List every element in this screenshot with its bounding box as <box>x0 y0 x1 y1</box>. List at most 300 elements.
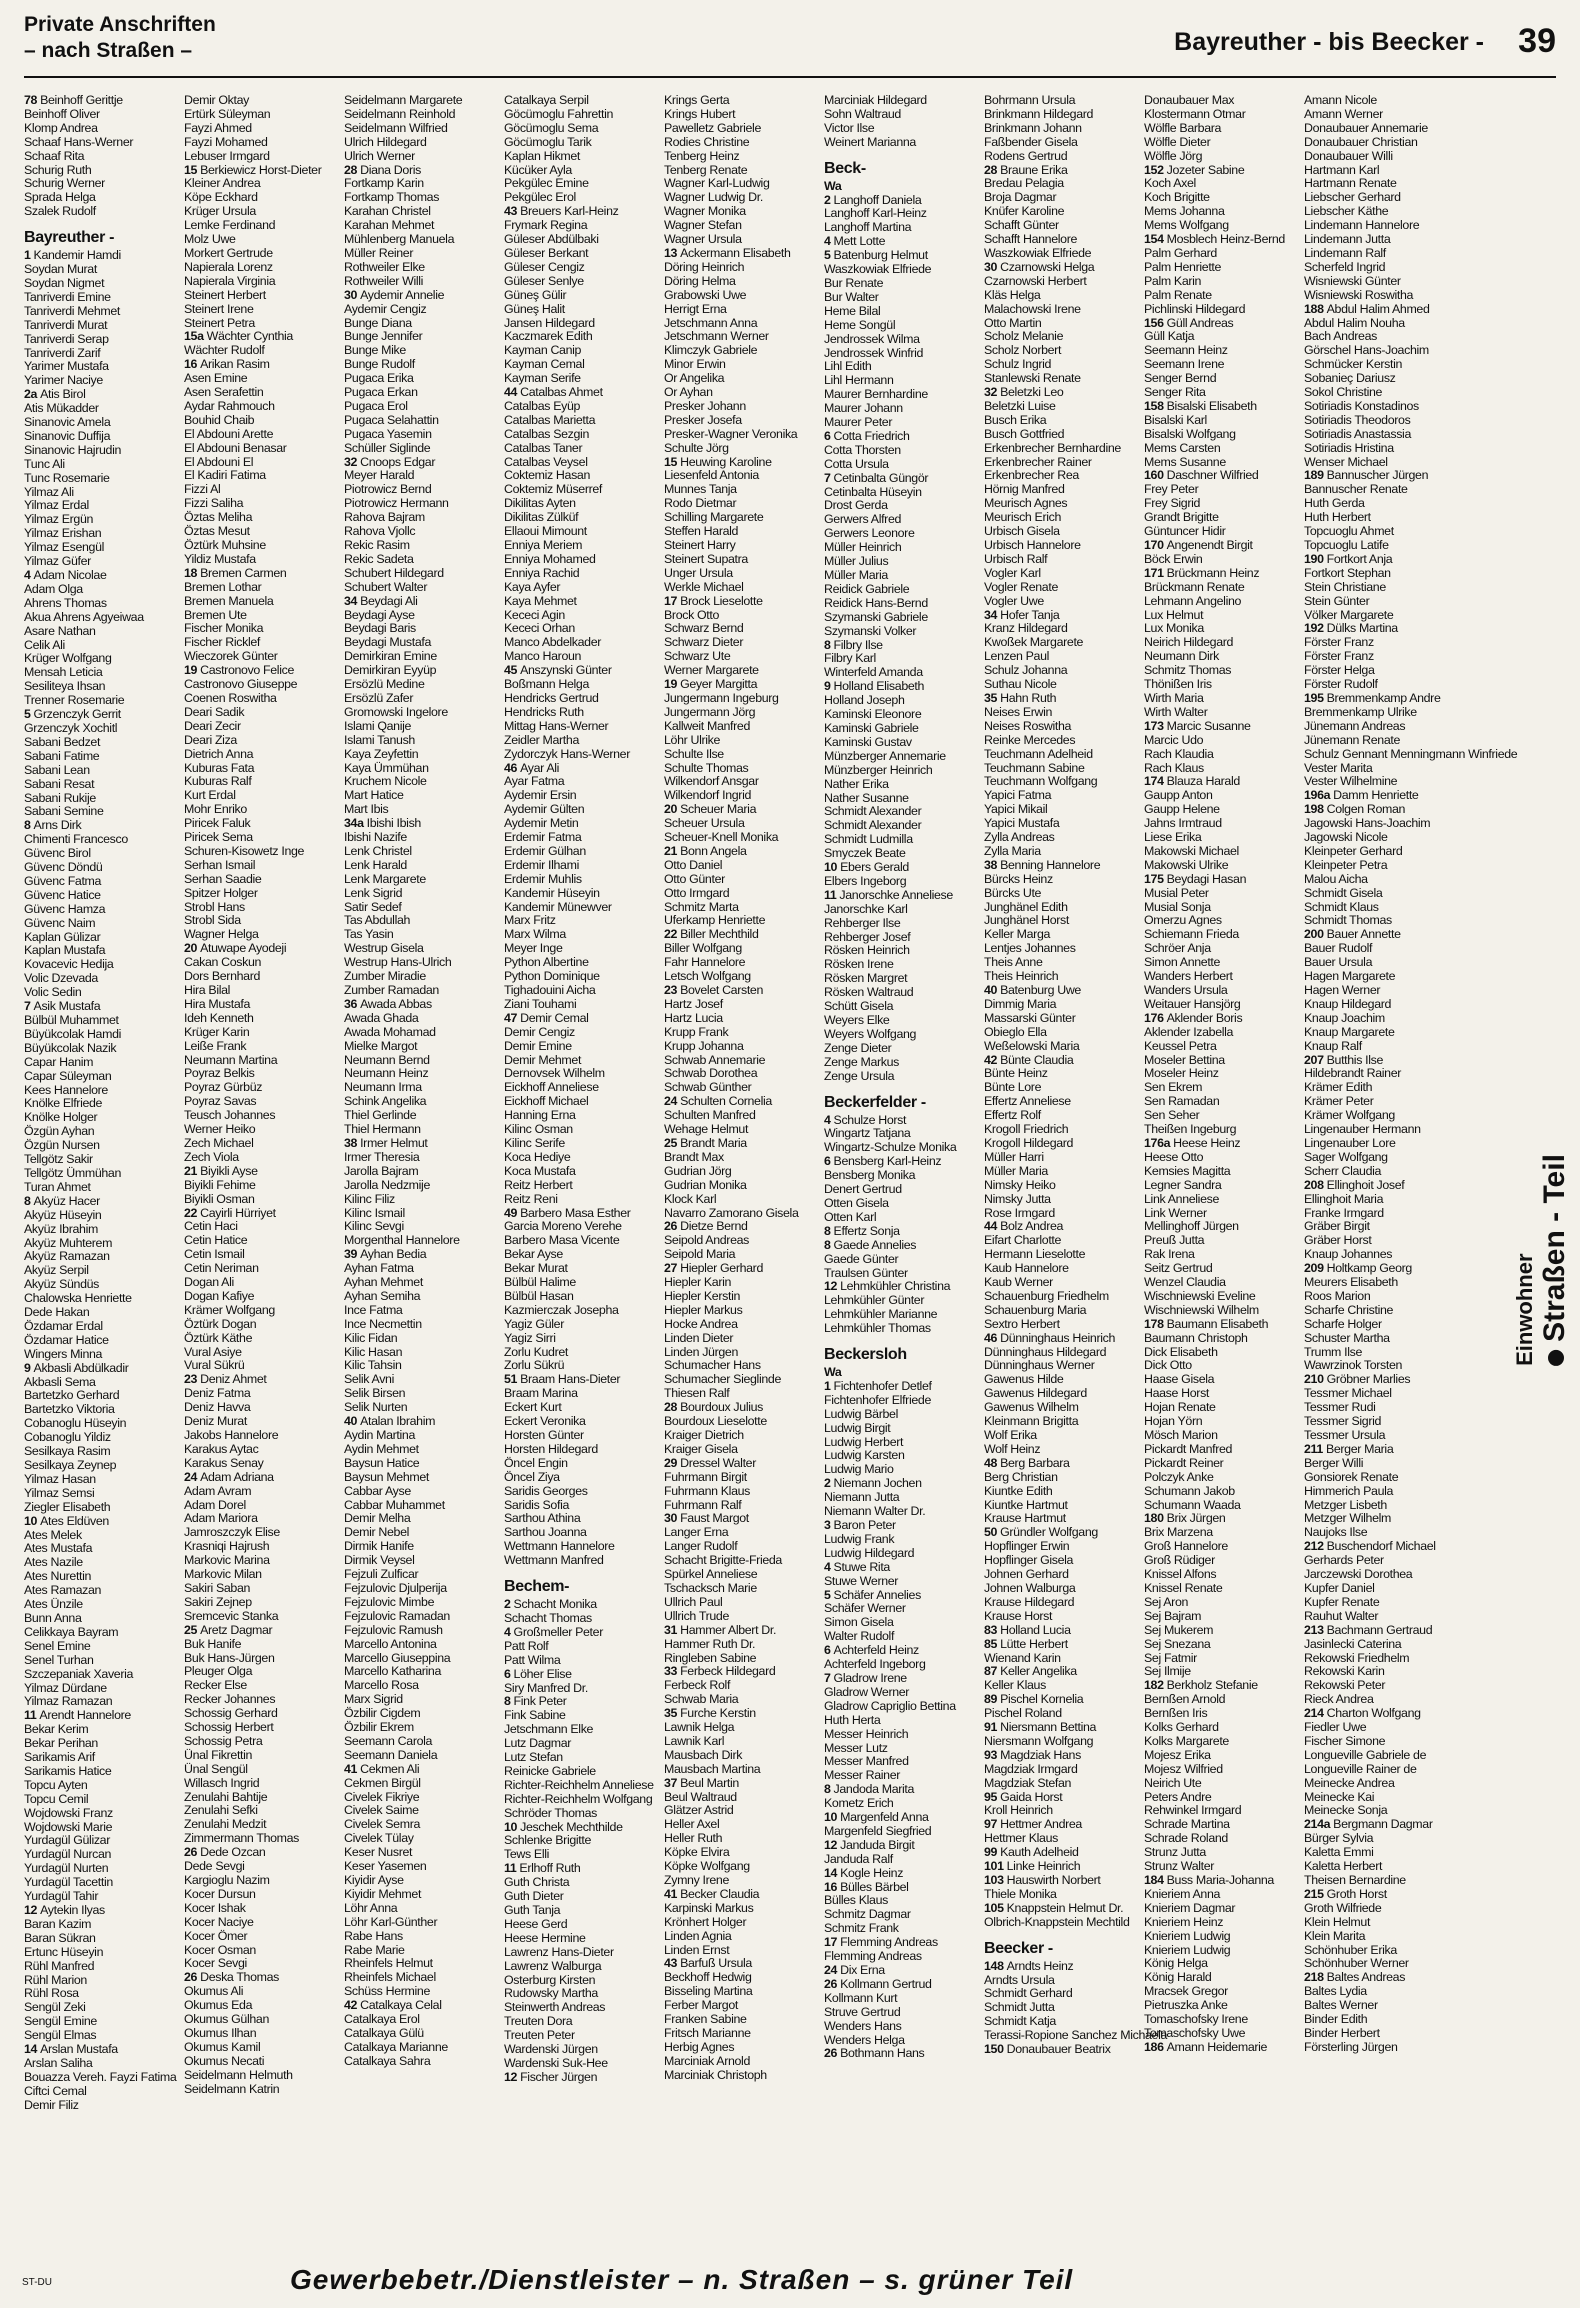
directory-entry: Schmitz Dagmar <box>824 1907 911 1922</box>
directory-entry: Ayhan Semiha <box>344 1288 421 1303</box>
directory-entry: Güleser Cengiz <box>504 259 585 274</box>
directory-entry: Güll Katja <box>1144 329 1195 344</box>
directory-entry: Ulrich Werner <box>344 148 415 163</box>
house-number: 5 <box>824 1587 831 1602</box>
house-number: 103 <box>984 1873 1004 1887</box>
directory-entry: Szymanski Gabriele <box>824 609 928 624</box>
directory-entry: Otto Daniel <box>664 857 723 872</box>
directory-entry: Grabowski Uwe <box>664 287 747 302</box>
directory-entry: Sengül Elmas <box>24 2028 97 2043</box>
directory-entry: Pleuger Olga <box>184 1664 253 1679</box>
directory-entry: Kazmierczak Josepha <box>504 1302 619 1317</box>
directory-entry: Adam Olga <box>24 581 83 596</box>
directory-entry: 5 Batenburg Helmut <box>824 248 928 263</box>
directory-entry: Bur Renate <box>824 275 884 290</box>
directory-entry: 212 Buschendorf Michael <box>1304 1539 1436 1554</box>
house-number: 154 <box>1144 232 1164 247</box>
directory-entry: Wenders Helga <box>824 2032 905 2047</box>
directory-entry: Schuster Martha <box>1304 1330 1390 1345</box>
directory-entry: Selik Avni <box>344 1372 394 1387</box>
directory-entry: Schmücker Kerstin <box>1304 357 1403 372</box>
directory-entry: Schröder Thomas <box>504 1805 598 1820</box>
directory-entry: Longueville Gabriele de <box>1304 1747 1427 1762</box>
directory-entry: Kurt Erdal <box>184 788 236 803</box>
house-number: 43 <box>504 204 518 219</box>
directory-entry: Recker Johannes <box>184 1692 276 1707</box>
directory-entry: Messer Rainer <box>824 1768 901 1783</box>
directory-entry: Liebscher Käthe <box>1304 204 1389 219</box>
house-number: 26 <box>184 1845 198 1860</box>
directory-entry: Mensah Leticia <box>24 665 103 680</box>
house-number: 15 <box>184 162 198 177</box>
directory-entry: Wisniewski Günter <box>1304 273 1401 288</box>
house-number: 4 <box>824 1559 831 1574</box>
directory-entry: Ludwig Karsten <box>824 1448 905 1463</box>
directory-entry: Gudrian Monika <box>664 1177 747 1192</box>
directory-entry: 78 Beinhoff Gerittje <box>24 93 123 107</box>
directory-entry: Otto Günter <box>664 871 725 886</box>
directory-entry: Serhan Saadie <box>184 871 262 886</box>
directory-entry: Mart Hatice <box>344 788 404 803</box>
directory-entry: Bernßen Iris <box>1144 1706 1208 1721</box>
directory-entry: Reidick Hans-Bernd <box>824 595 928 610</box>
directory-entry: El Abdouni El <box>184 454 254 469</box>
directory-entry: Pietruszka Anke <box>1144 1998 1228 2013</box>
house-number: 33 <box>664 1664 678 1679</box>
directory-entry: Dernovsek Wilhelm <box>504 1066 605 1081</box>
directory-entry: Margenfeld Siegfried <box>824 1823 932 1838</box>
directory-entry: Sextro Herbert <box>984 1316 1060 1331</box>
directory-entry: Kaminski Gustav <box>824 734 912 749</box>
directory-entry: Kolks Gerhard <box>1144 1720 1219 1735</box>
directory-entry: Wölfle Jörg <box>1144 148 1203 163</box>
directory-entry: Poyraz Gürbüz <box>184 1080 263 1095</box>
directory-entry: Langer Rudolf <box>664 1539 738 1554</box>
directory-entry: Wagner Ursula <box>664 232 742 247</box>
directory-entry: Seidelmann Wilfried <box>344 120 448 135</box>
directory-entry: 19 Geyer Margitta <box>664 677 758 692</box>
directory-entry: Kemsies Magitta <box>1144 1163 1231 1178</box>
directory-entry: Münzberger Annemarie <box>824 748 946 763</box>
directory-entry: Grandt Brigitte <box>1144 510 1219 525</box>
directory-entry: Steinert Herbert <box>184 287 266 302</box>
directory-entry: Wanders Herbert <box>1144 969 1233 984</box>
directory-entry: Lihl Edith <box>824 359 872 374</box>
directory-entry: Richter-Reichhelm Anneliese <box>504 1777 654 1792</box>
directory-entry: Richter-Reichhelm Wolfgang <box>504 1791 653 1806</box>
directory-entry: 105 Knappstein Helmut Dr. <box>984 1900 1124 1915</box>
directory-entry: Rodies Christine <box>664 134 750 149</box>
directory-entry: Treuten Peter <box>504 2028 575 2043</box>
directory-entry: Münzberger Heinrich <box>824 762 933 777</box>
directory-entry: 29 Dressel Walter <box>664 1455 756 1470</box>
directory-entry: Kometz Erich <box>824 1796 894 1811</box>
house-number: 34a <box>344 816 364 831</box>
directory-entry: Bisalski Wolfgang <box>1144 426 1236 441</box>
house-number: 45 <box>504 663 518 678</box>
directory-entry: Löhr Karl-Günther <box>344 1914 438 1929</box>
directory-entry: Strunz Walter <box>1144 1859 1215 1874</box>
directory-entry: Ates Ünzile <box>24 1597 83 1612</box>
directory-entry: Krings Hubert <box>664 106 736 121</box>
directory-entry: Kilic Hasan <box>344 1344 403 1359</box>
directory-entry: Huth Herta <box>824 1712 881 1727</box>
house-number: 25 <box>664 1135 678 1150</box>
directory-entry: 15 Heuwing Karoline <box>664 454 772 469</box>
directory-entry: Rehberger Josef <box>824 929 911 944</box>
directory-entry: Willasch Ingrid <box>184 1775 260 1790</box>
directory-entry: Victor Ilse <box>824 120 875 135</box>
directory-entry: Link Werner <box>1144 1205 1207 1220</box>
directory-entry: Lingenauber Lore <box>1304 1135 1396 1150</box>
directory-entry: Tschacksch Marie <box>664 1580 757 1595</box>
house-number: 37 <box>664 1775 678 1790</box>
directory-column <box>344 94 510 2244</box>
directory-entry: Steffen Harald <box>664 524 739 539</box>
directory-entry: 19 Castronovo Felice <box>184 663 295 678</box>
house-number: 24 <box>824 1963 838 1977</box>
directory-entry: Mems Johanna <box>1144 204 1225 219</box>
directory-entry: Yilmaz Erdal <box>24 498 89 513</box>
directory-entry: Hiepler Karin <box>664 1275 732 1290</box>
directory-entry: Osterburg Kirsten <box>504 1972 596 1987</box>
directory-entry: Sakiri Zejnep <box>184 1594 252 1609</box>
directory-entry: Aydin Mehmet <box>344 1441 419 1456</box>
directory-entry: Rühl Marion <box>24 1972 87 1987</box>
directory-entry: Akbasli Sema <box>24 1374 96 1389</box>
directory-entry: Döring Heinrich <box>664 259 745 274</box>
directory-entry: Aydemir Metin <box>504 816 579 831</box>
directory-entry: Elbers Ingeborg <box>824 873 907 888</box>
directory-entry: Abdul Halim Nouha <box>1304 315 1405 330</box>
directory-entry: 176 Aklender Boris <box>1144 1010 1243 1025</box>
directory-entry: Scheuer Ursula <box>664 816 745 831</box>
directory-entry: Sabani Resat <box>24 776 95 791</box>
directory-entry: Ludwig Hildegard <box>824 1545 915 1560</box>
directory-entry: Kilinc Osman <box>504 1122 573 1137</box>
house-number: 87 <box>984 1664 998 1679</box>
directory-entry: Franke Irmgard <box>1304 1205 1384 1220</box>
directory-entry: Schmitz Thomas <box>1144 663 1232 678</box>
directory-entry: 4 Großmeller Peter <box>504 1624 603 1639</box>
directory-entry: Sengül Emine <box>24 2014 97 2029</box>
directory-entry: Piotrowicz Hermann <box>344 496 449 511</box>
directory-entry: Jansen Hildegard <box>504 315 595 330</box>
directory-entry: Neumann Heinz <box>344 1066 429 1081</box>
directory-entry: Seemann Irene <box>1144 357 1225 372</box>
directory-entry: Szczepaniak Xaveria <box>24 1666 134 1681</box>
directory-entry: Sarikamis Arif <box>24 1750 95 1765</box>
directory-entry: Civelek Tülay <box>344 1831 414 1846</box>
directory-entry: 20 Scheuer Maria <box>664 802 757 817</box>
house-number: 16 <box>824 1879 838 1894</box>
house-number: 17 <box>664 593 678 608</box>
directory-entry: Sej Ilmije <box>1144 1664 1191 1679</box>
directory-entry: 35 Hahn Ruth <box>984 690 1057 705</box>
directory-entry: Wienand Karin <box>984 1650 1061 1665</box>
directory-entry: Gawenus Wilhelm <box>984 1400 1079 1415</box>
directory-entry: Preuß Jutta <box>1144 1233 1205 1248</box>
directory-entry: Hanning Erna <box>504 1108 576 1123</box>
directory-entry: Knieriem Ludwig <box>1144 1928 1231 1943</box>
directory-entry: Eckert Veronika <box>504 1414 586 1429</box>
directory-entry: Bunge Jennifer <box>344 329 423 344</box>
directory-entry: Otto Irmgard <box>664 885 730 900</box>
directory-entry: Lemke Ferdinand <box>184 218 276 233</box>
house-number: 28 <box>664 1400 678 1415</box>
directory-entry: Fortkamp Karin <box>344 176 424 191</box>
directory-entry: Dede Hakan <box>24 1305 90 1320</box>
directory-entry: Öncel Engin <box>504 1455 568 1470</box>
directory-entry: Rothweiler Willi <box>344 273 424 288</box>
directory-entry: Rekowski Karin <box>1304 1664 1385 1679</box>
directory-entry: Dogan Kafiye <box>184 1288 255 1303</box>
directory-entry: 32 Beletzki Leo <box>984 385 1064 400</box>
directory-entry: Jünemann Renate <box>1304 732 1401 747</box>
directory-entry: Cetin Ismail <box>184 1247 245 1262</box>
directory-entry: Sabani Bedzet <box>24 734 101 749</box>
directory-entry: Python Dominique <box>504 969 600 984</box>
directory-entry: Catalkaya Sahra <box>344 2053 431 2068</box>
directory-entry: 8 Fink Peter <box>504 1694 567 1709</box>
house-number: 1 <box>824 1378 831 1393</box>
directory-entry: Nimsky Heiko <box>984 1177 1056 1192</box>
house-number: 41 <box>344 1761 358 1776</box>
directory-entry: Ayhan Mehmet <box>344 1275 423 1290</box>
directory-entry: Schüller Siglinde <box>344 440 431 455</box>
directory-entry: Schröer Anja <box>1144 941 1211 956</box>
directory-entry: Link Anneliese <box>1144 1191 1220 1206</box>
directory-entry: Brinkmann Hildegard <box>984 106 1094 121</box>
directory-entry: Okumus Necati <box>184 2053 265 2068</box>
directory-entry: 6 Cotta Friedrich <box>824 428 910 443</box>
directory-entry: 97 Hettmer Andrea <box>984 1817 1082 1832</box>
directory-entry: Groß Hannelore <box>1144 1539 1228 1554</box>
directory-entry: Okumus Gülhan <box>184 2012 269 2027</box>
directory-entry: Napierala Virginia <box>184 273 276 288</box>
directory-entry: Schwab Annemarie <box>664 1052 766 1067</box>
directory-entry: Erdemir Gülhan <box>504 843 586 858</box>
directory-entry: Kiuntke Edith <box>984 1483 1053 1498</box>
directory-entry: Vester Marita <box>1304 760 1373 775</box>
directory-entry: Heese Gerd <box>504 1916 568 1931</box>
directory-entry: Guth Tanja <box>504 1903 561 1917</box>
directory-entry: Chalowska Henriette <box>24 1291 132 1306</box>
directory-entry: Niemann Walter Dr. <box>824 1504 926 1519</box>
directory-entry: Seipold Maria <box>664 1247 736 1262</box>
directory-column <box>504 94 670 2244</box>
directory-entry: Wardenski Jürgen <box>504 2042 598 2057</box>
directory-entry: Güvenc Döndü <box>24 860 103 875</box>
directory-entry: Reidick Gabriele <box>824 581 910 596</box>
directory-entry: Schrade Roland <box>1144 1831 1228 1846</box>
directory-entry: 8 Filbry Ilse <box>824 637 883 652</box>
directory-entry: Schwab Maria <box>664 1692 739 1707</box>
directory-entry: Knieriem Dagmar <box>1144 1900 1236 1915</box>
directory-entry: Rach Klaudia <box>1144 746 1214 761</box>
directory-entry: Zumber Ramadan <box>344 983 439 997</box>
directory-entry: 6 Bensberg Karl-Heinz <box>824 1154 942 1169</box>
directory-entry: Jasinlecki Caterina <box>1304 1636 1402 1651</box>
directory-entry: Steinert Irene <box>184 301 254 316</box>
directory-entry: Makowski Ulrike <box>1144 857 1229 872</box>
directory-entry: Güvenc Fatma <box>24 873 102 888</box>
directory-entry: Zylla Andreas <box>984 830 1055 845</box>
directory-entry: Hendricks Ruth <box>504 704 584 719</box>
directory-entry: Zorlu Kudret <box>504 1344 568 1359</box>
directory-entry: 26 Dietze Bernd <box>664 1219 748 1234</box>
directory-entry: Knaup Joachim <box>1304 1010 1385 1025</box>
directory-entry: Bürcks Ute <box>984 885 1042 900</box>
directory-entry: Recker Else <box>184 1678 247 1693</box>
house-number: 42 <box>984 1052 998 1067</box>
directory-entry: Beydagi Mustafa <box>344 635 432 650</box>
directory-entry: Broja Dagmar <box>984 190 1057 205</box>
directory-entry: 44 Catalbas Ahmet <box>504 385 603 400</box>
directory-entry: Grzenczyk Xochitl <box>24 720 118 735</box>
street-heading: Beckerfelder - <box>824 1093 926 1111</box>
directory-entry: Gerhards Peter <box>1304 1553 1384 1568</box>
directory-entry: 10 Jeschek Mechthilde <box>504 1819 623 1834</box>
house-number: 208 <box>1304 1177 1324 1192</box>
directory-entry: Piotrowicz Bernd <box>344 482 432 497</box>
directory-entry: Lehmkühler Günter <box>824 1293 925 1308</box>
directory-entry: Dirmik Veysel <box>344 1553 415 1568</box>
directory-entry: Cotta Ursula <box>824 456 889 471</box>
directory-entry: Jarolla Nedzmije <box>344 1177 430 1192</box>
header-divider <box>24 76 1556 78</box>
directory-entry: Kaya Mehmet <box>504 593 577 608</box>
directory-entry: Horsten Günter <box>504 1428 584 1442</box>
directory-entry: Baysun Hatice <box>344 1455 420 1470</box>
directory-entry: Schurig Ruth <box>24 162 92 177</box>
directory-entry: Tessmer Ursula <box>1304 1428 1386 1442</box>
directory-entry: Schmitz Marta <box>664 899 739 914</box>
directory-entry: 10 Margenfeld Anna <box>824 1810 929 1825</box>
directory-entry: Karakus Senay <box>184 1455 264 1470</box>
directory-entry: Kocer Naciye <box>184 1914 254 1929</box>
directory-entry: Stanlewski Renate <box>984 371 1081 386</box>
directory-entry: Klostermann Otmar <box>1144 106 1246 121</box>
directory-entry: Schmidt Gerhard <box>984 1986 1073 2001</box>
directory-entry: Tanriverdi Serap <box>24 331 109 346</box>
directory-entry: Walter Rudolf <box>824 1629 895 1644</box>
directory-entry: Sesilkaya Rasim <box>24 1444 111 1459</box>
directory-entry: Zech Michael <box>184 1135 254 1150</box>
directory-entry: Vural Asiye <box>184 1344 242 1359</box>
directory-entry: Kargioglu Nazim <box>184 1873 270 1887</box>
directory-entry: Deniz Fatma <box>184 1386 251 1401</box>
directory-entry: Koch Axel <box>1144 176 1196 191</box>
directory-entry: Obieglo Ella <box>984 1024 1047 1039</box>
directory-entry: Ates Melek <box>24 1527 82 1542</box>
directory-entry: 15 Berkiewicz Horst-Dieter <box>184 162 322 177</box>
directory-entry: Kayman Cemal <box>504 357 585 372</box>
directory-entry: Bülles Klaus <box>824 1893 888 1908</box>
directory-entry: Hendricks Gertrud <box>504 690 599 705</box>
directory-entry: 93 Magdziak Hans <box>984 1747 1081 1762</box>
directory-entry: Aydar Rahmouch <box>184 398 275 413</box>
directory-entry: Seidelmann Reinhold <box>344 106 456 121</box>
house-number: 15 <box>664 454 678 469</box>
directory-entry: Gräber Horst <box>1304 1233 1372 1248</box>
directory-entry: Demir Nebel <box>344 1525 410 1540</box>
directory-entry: Fuhrmann Birgit <box>664 1469 747 1484</box>
directory-entry: Sarthou Athina <box>504 1511 581 1526</box>
directory-entry: Knissel Renate <box>1144 1580 1223 1595</box>
directory-entry: 5 Schäfer Annelies <box>824 1587 921 1602</box>
directory-entry: Wilkendorf Ansgar <box>664 774 759 789</box>
directory-entry: Lihl Hermann <box>824 373 894 388</box>
directory-entry: Keller Marga <box>984 927 1051 942</box>
directory-entry: 5 Grzenczyk Gerrit <box>24 707 121 722</box>
directory-entry: Scharfe Holger <box>1304 1316 1382 1331</box>
directory-entry: Kaminski Gabriele <box>824 720 919 735</box>
directory-entry: Seipold Andreas <box>664 1233 749 1248</box>
house-number: 173 <box>1144 718 1164 733</box>
directory-entry: Drost Gerda <box>824 498 888 513</box>
directory-entry: Dietrich Anna <box>184 746 254 761</box>
directory-entry: Lindemann Jutta <box>1304 232 1391 247</box>
directory-entry: 40 Atalan Ibrahim <box>344 1414 436 1429</box>
directory-entry: Schilling Margarete <box>664 510 764 525</box>
directory-entry: Lenk Sigrid <box>344 885 403 900</box>
directory-entry: Sinanovic Duffija <box>24 428 111 443</box>
directory-entry: Kaminski Eleonore <box>824 707 922 722</box>
directory-entry: Senel Emine <box>24 1638 91 1653</box>
directory-entry: Schauenburg Friedhelm <box>984 1288 1109 1303</box>
directory-entry: Palm Henriette <box>1144 259 1222 274</box>
directory-entry: Wieczorek Günter <box>184 649 278 664</box>
directory-entry: Kees Hannelore <box>24 1082 108 1097</box>
directory-entry: Amann Nicole <box>1304 93 1377 107</box>
directory-entry: Schulten Manfred <box>664 1108 756 1123</box>
directory-entry: Marcello Antonina <box>344 1636 437 1651</box>
directory-entry: Roos Marion <box>1304 1288 1371 1303</box>
house-number: 89 <box>984 1692 998 1707</box>
directory-entry: Otten Karl <box>824 1209 877 1224</box>
directory-entry: Krasniqi Hajrush <box>184 1539 270 1554</box>
directory-entry: Schulz Gennant Menningmann Winfriede <box>1304 746 1518 761</box>
directory-entry: Jetschmann Anna <box>664 315 758 330</box>
directory-entry: Bartetzko Gerhard <box>24 1388 120 1403</box>
directory-entry: Adam Mariora <box>184 1511 258 1526</box>
directory-entry: Schulte Ilse <box>664 746 724 761</box>
directory-entry: Gladrow Werner <box>824 1684 910 1699</box>
directory-entry: Kleiner Andrea <box>184 176 261 191</box>
directory-entry: Schossig Gerhard <box>184 1706 278 1721</box>
directory-entry: Manco Abdelkader <box>504 635 602 650</box>
house-number: 28 <box>344 162 358 177</box>
house-number: 186 <box>1144 2039 1164 2054</box>
directory-entry: Marciniak Christoph <box>664 2067 767 2082</box>
directory-entry: Zenge Dieter <box>824 1040 892 1055</box>
directory-entry: 180 Brix Jürgen <box>1144 1511 1226 1526</box>
house-number: 11 <box>24 1708 37 1723</box>
directory-entry: Güntuncer Hidir <box>1144 524 1226 539</box>
directory-entry: Brix Marzena <box>1144 1525 1213 1540</box>
directory-entry: Lentjes Johannes <box>984 941 1076 956</box>
directory-entry: Bülbül Hasan <box>504 1288 574 1303</box>
directory-entry: Linden Ernst <box>664 1942 730 1957</box>
directory-entry: Güneş Halit <box>504 301 565 316</box>
directory-entry: Meinecke Andrea <box>1304 1775 1395 1790</box>
directory-entry: 41 Cekmen Ali <box>344 1761 420 1776</box>
directory-entry: Sen Seher <box>1144 1108 1200 1123</box>
directory-entry: Peters Andre <box>1144 1789 1212 1804</box>
directory-entry: Baltes Werner <box>1304 1998 1378 2013</box>
directory-entry: Johnen Gerhard <box>984 1567 1069 1582</box>
